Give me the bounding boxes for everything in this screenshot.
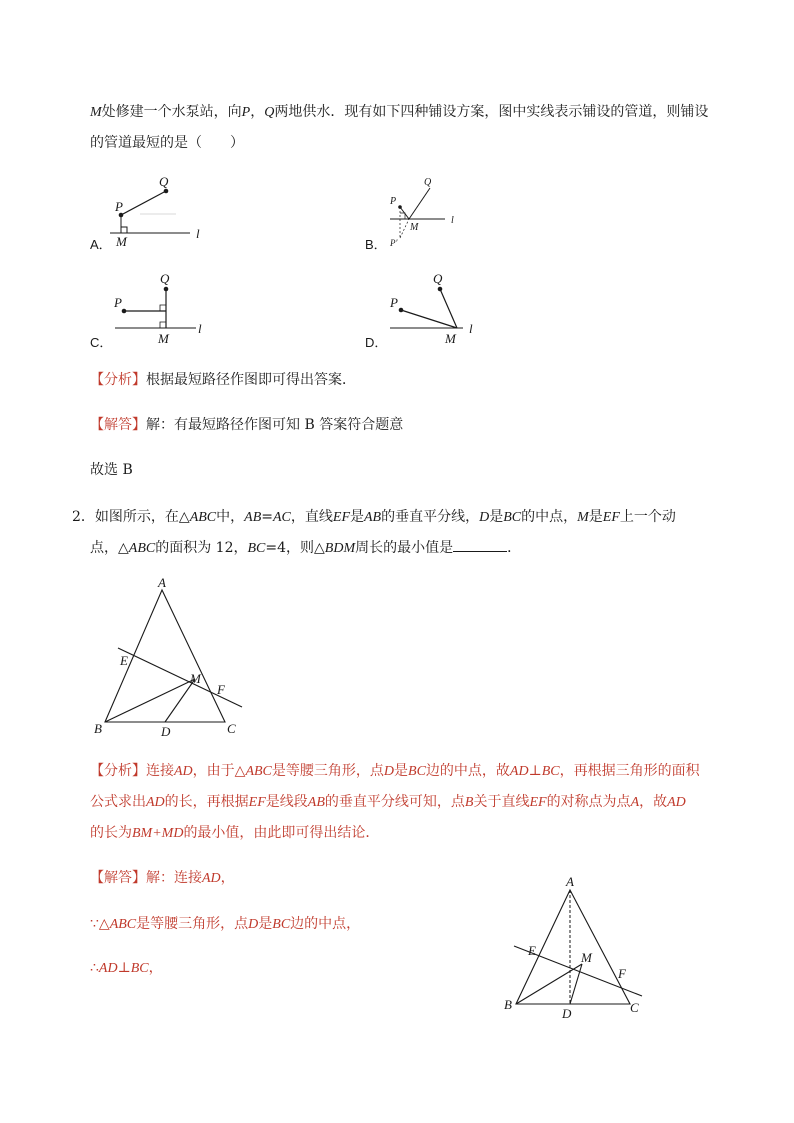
text: 是 <box>350 509 364 525</box>
var: AD <box>174 764 193 779</box>
answer-tag: 【解答】 <box>90 870 146 886</box>
vertex-a-label: A <box>566 874 574 889</box>
text: ，由于△ <box>192 763 246 779</box>
point-m-label: M <box>445 331 456 346</box>
point-m-label: M <box>116 234 127 249</box>
option-b-label[interactable]: B． <box>365 237 387 252</box>
option-d-label[interactable]: D． <box>365 335 388 350</box>
analysis-tag: 【分析】 <box>90 763 146 779</box>
text: ， <box>250 104 265 120</box>
text: 是 <box>394 763 409 779</box>
option-d-figure <box>385 272 485 346</box>
line-l-label: l <box>196 226 200 241</box>
var: D <box>248 917 259 932</box>
text: 边的中点，故 <box>425 763 510 779</box>
var: AD⊥BC <box>509 764 560 779</box>
q2-analysis-line1 <box>90 761 700 782</box>
answer-text: 解：有最短路径作图可知 B 答案符合题意 <box>146 417 404 433</box>
point-m-label: M <box>190 671 201 686</box>
text: 中， <box>216 509 245 525</box>
analysis-text: 根据最短路径作图即可得出答案． <box>146 372 356 388</box>
text: 点，△ <box>90 540 129 556</box>
answer-tag: 【解答】 <box>90 417 146 433</box>
var: ABC <box>128 541 156 556</box>
point-m-label: M <box>581 950 592 965</box>
var: AC <box>273 510 291 525</box>
var: BC <box>247 541 266 556</box>
q2-answer-line2 <box>90 914 360 935</box>
var: B <box>464 795 474 810</box>
var: D <box>383 764 395 779</box>
line-l-label: l <box>198 321 202 336</box>
point-m-label: M <box>410 222 419 233</box>
text: 是 <box>258 916 273 932</box>
var: EF <box>248 795 266 810</box>
var: M <box>577 510 589 525</box>
point-e-label: E <box>120 653 128 668</box>
var: AB <box>307 795 325 810</box>
text: =4，则△ <box>265 540 325 556</box>
var: AB <box>244 510 262 525</box>
point-q-label: Q <box>424 177 432 188</box>
text: 周长的最小值是 <box>355 540 454 556</box>
text: 两地供水．现有如下四种铺设方案，图中实线表示铺设的管道，则铺设 <box>274 104 709 120</box>
var: AD <box>667 795 686 810</box>
text: ∴ <box>90 960 99 976</box>
text: = <box>261 509 273 525</box>
var: EF <box>332 510 350 525</box>
question-number: 2． <box>72 509 95 525</box>
text: 是 <box>588 509 603 525</box>
var: A <box>630 795 640 810</box>
q2-answer-line3 <box>90 958 163 979</box>
q2-triangle-figure <box>90 575 260 740</box>
text: 的最小值，由此即可得出结论． <box>183 825 380 841</box>
line-l-label: l <box>451 215 454 226</box>
text: 是线段 <box>265 794 308 810</box>
var: D <box>479 510 490 525</box>
option-a-figure <box>110 174 220 249</box>
analysis-tag: 【分析】 <box>90 372 146 388</box>
q1-analysis <box>90 370 356 390</box>
text: ∵△ <box>90 916 110 932</box>
point-d-label: D <box>562 1006 572 1021</box>
var: BC <box>272 917 291 932</box>
text: 解：连接 <box>146 870 202 886</box>
q1-stem-line1 <box>90 102 708 123</box>
var: EF <box>529 795 547 810</box>
text: 是等腰三角形，点 <box>271 763 384 779</box>
text: 的垂直平分线， <box>381 509 480 525</box>
point-m-label: M <box>158 331 169 346</box>
var: AB <box>364 510 382 525</box>
vertex-b-label: B <box>94 721 102 736</box>
var: BDM <box>324 541 356 556</box>
q2-stem-line2 <box>90 537 521 559</box>
text: 的长为 <box>90 825 132 841</box>
q2-analysis-line2 <box>90 792 686 813</box>
var-P: P <box>241 105 251 120</box>
option-c-figure <box>110 272 220 346</box>
var: AD⊥BC <box>98 961 149 976</box>
var: AD <box>146 795 165 810</box>
text: 的长，再根据 <box>164 794 249 810</box>
line-l-label: l <box>469 321 473 336</box>
var: ABC <box>245 764 272 779</box>
var: BM+MD <box>132 826 184 841</box>
text: 是 <box>489 509 504 525</box>
text: 上一个动 <box>619 509 676 525</box>
text: ，故 <box>639 794 668 810</box>
text: 处修建一个水泵站，向 <box>101 104 242 120</box>
point-p-label: P <box>114 295 122 310</box>
q1-answer <box>90 415 403 435</box>
vertex-a-label: A <box>158 575 166 590</box>
var: EF <box>602 510 620 525</box>
point-p-label: P <box>390 295 398 310</box>
point-d-label: D <box>161 724 171 739</box>
var: ABC <box>109 917 137 932</box>
text: 的对称点为点 <box>546 794 631 810</box>
point-f-label: F <box>217 682 225 697</box>
text: 公式求出 <box>90 794 146 810</box>
vertex-c-label: C <box>630 1000 639 1015</box>
var-Q: Q <box>264 105 275 120</box>
q1-conclusion: 故选 B <box>90 462 133 478</box>
text: 如图所示，在△ <box>94 509 190 525</box>
point-e-label: E <box>528 943 536 958</box>
option-a-label[interactable]: A． <box>90 237 112 252</box>
answer-blank[interactable] <box>453 537 507 552</box>
text: 关于直线 <box>473 794 530 810</box>
vertex-b-label: B <box>504 997 512 1012</box>
vertex-c-label: C <box>227 721 236 736</box>
point-q-label: Q <box>433 271 443 286</box>
q2-solution-figure <box>500 872 660 1022</box>
point-q-label: Q <box>159 174 169 189</box>
text: ，再根据三角形的面积 <box>559 763 700 779</box>
var: BC <box>408 764 426 779</box>
text: 边的中点， <box>290 916 361 932</box>
point-p-prime-label: P′ <box>390 238 398 248</box>
text: ， <box>220 870 235 886</box>
q2-stem-line1 <box>72 507 676 528</box>
q2-answer-line1 <box>90 868 235 889</box>
q1-stem-line2: 的管道最短的是（ ） <box>90 135 244 151</box>
q2-analysis-line3 <box>90 823 379 844</box>
text: ． <box>507 540 522 556</box>
var: BC <box>503 510 522 525</box>
text: 的面积为 12， <box>155 540 248 556</box>
var: ABC <box>189 510 217 525</box>
option-c-label[interactable]: C． <box>90 335 113 350</box>
var: AD <box>202 871 221 886</box>
option-b-figure <box>385 176 475 248</box>
text: 是等腰三角形，点 <box>136 916 249 932</box>
point-f-label: F <box>618 966 626 981</box>
point-q-label: Q <box>160 271 170 286</box>
text: 的垂直平分线可知，点 <box>324 794 465 810</box>
point-p-label: P <box>390 196 397 207</box>
var-M: M <box>90 105 102 120</box>
text: 连接 <box>146 763 174 779</box>
point-p-label: P <box>115 199 123 214</box>
text: ，直线 <box>290 509 333 525</box>
text: 的中点， <box>521 509 578 525</box>
text: ， <box>148 960 163 976</box>
